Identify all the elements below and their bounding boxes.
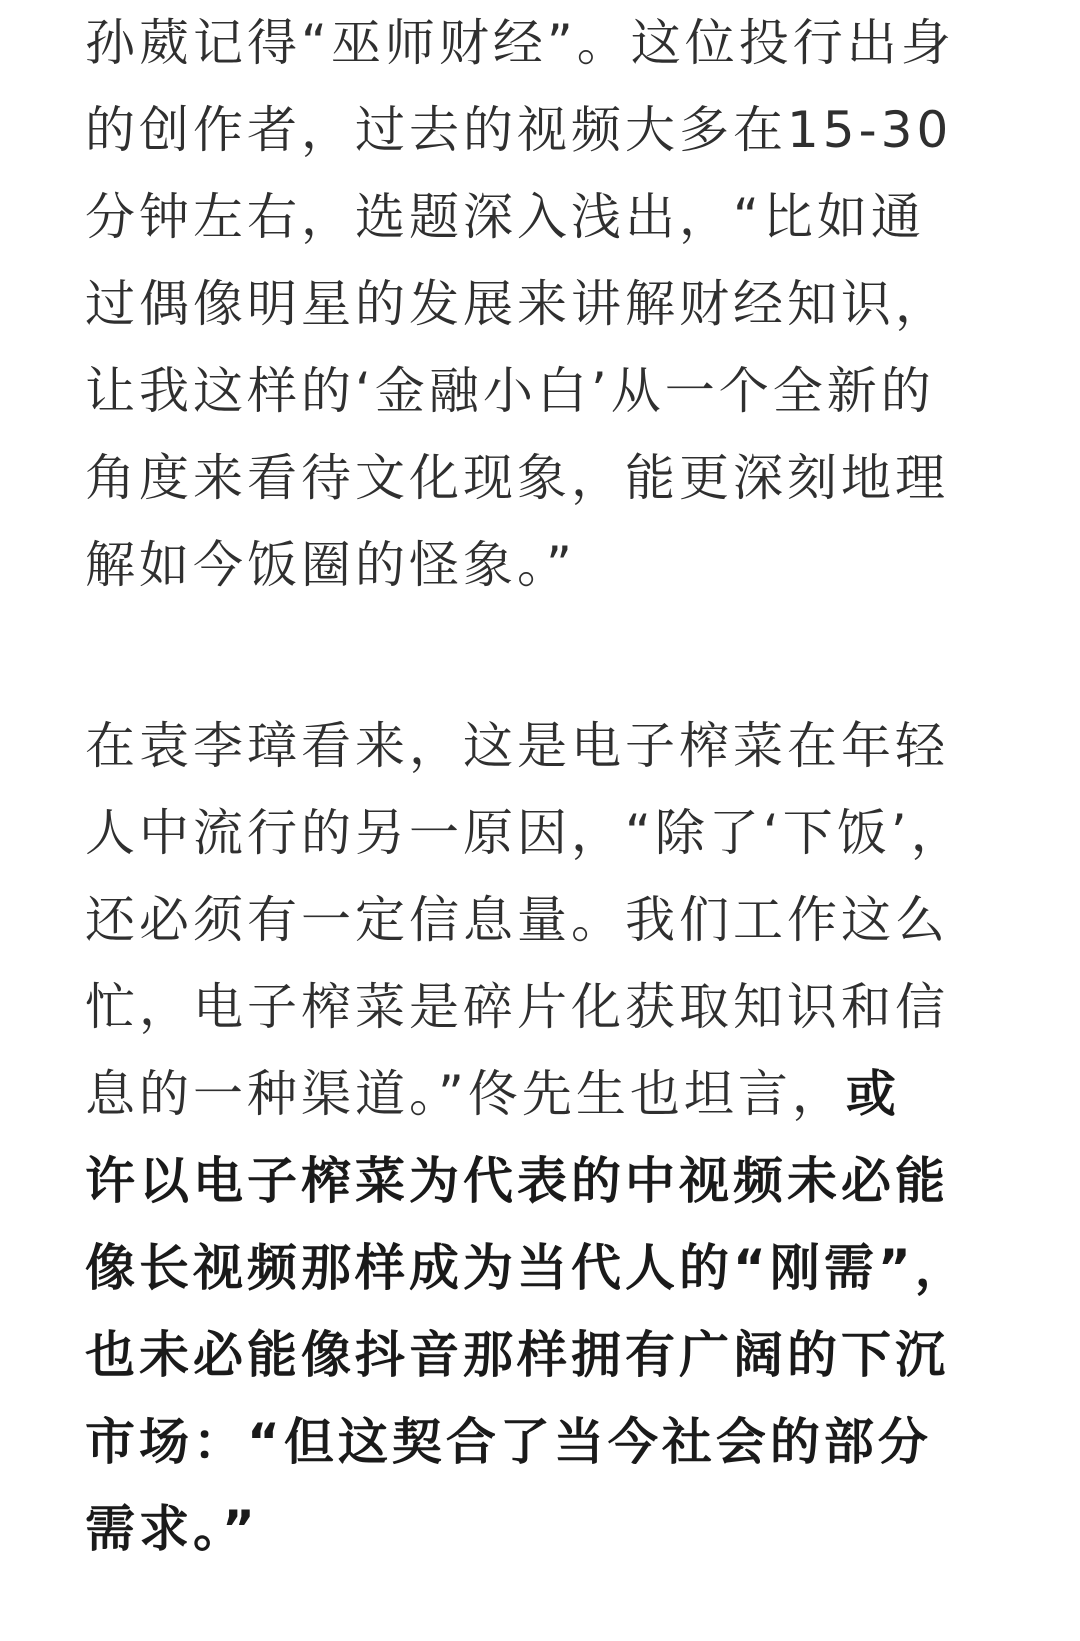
text-line: 的创作者，过去的视频大多在15-30 (85, 101, 953, 159)
text-line: 解如今饭圈的怪象。” (85, 536, 576, 594)
paragraph-1 (85, 0, 1000, 609)
text-line: 过偶像明星的发展来讲解财经知识， (85, 275, 949, 333)
bold-text-line: 市场：“但这契合了当今社会的部分 (85, 1413, 932, 1471)
text-line: 还必须有一定信息量。我们工作这么 (85, 891, 949, 949)
bold-text-line: 像长视频那样成为当代人的“刚需”， (85, 1239, 969, 1297)
text-line: 角度来看待文化现象，能更深刻地理 (85, 449, 949, 507)
bold-text-line: 也未必能像抖音那样拥有广阔的下沉 (85, 1326, 949, 1384)
article-body (85, 0, 1000, 1573)
paragraph-2 (85, 703, 1000, 1573)
text-line (85, 1051, 1000, 1138)
bold-text-line: 需求。” (85, 1500, 259, 1558)
text-line: 在袁李璋看来，这是电子榨菜在年轻 (85, 717, 949, 775)
paragraph-spacer (85, 609, 1000, 703)
text-segment: 息的一种渠道。”佟先生也坦言， (85, 1065, 846, 1123)
text-line: 人中流行的另一原因，“除了‘下饭’， (85, 804, 965, 862)
text-line: 孙葳记得“巫师财经”。这位投行出身 (85, 14, 955, 72)
text-line: 分钟左右，选题深入浅出，“比如通 (85, 188, 925, 246)
text-line: 让我这样的‘金融小白’从一个全新的 (85, 362, 935, 420)
bold-text-line: 许以电子榨菜为代表的中视频未必能 (85, 1152, 949, 1210)
text-line: 忙，电子榨菜是碎片化获取知识和信 (85, 978, 949, 1036)
bold-text-segment: 或 (845, 1065, 900, 1123)
